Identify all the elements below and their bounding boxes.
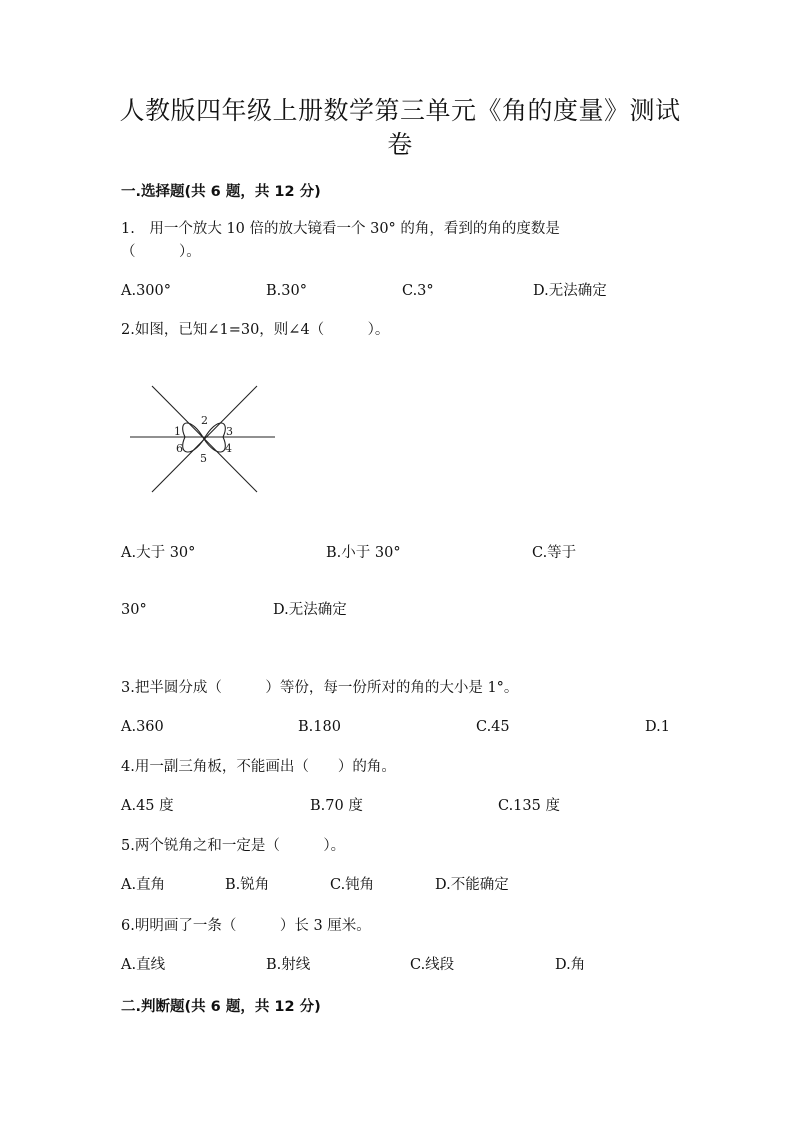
question-5-option-c[interactable]: C.钝角 [330, 877, 375, 893]
question-2-option-d[interactable]: D.无法确定 [273, 602, 347, 618]
section-heading-true-false: 二.判断题(共 6 题，共 12 分) [121, 999, 321, 1015]
question-1-option-a[interactable]: A.300° [121, 283, 172, 299]
question-6-text: 6.明明画了一条（ ）长 3 厘米。 [121, 918, 371, 934]
question-1-text-continued: （ ）。 [121, 244, 201, 260]
page-title-continued: 卷 [387, 130, 413, 159]
angle-label-2: 2 [201, 414, 208, 427]
intersecting-lines-figure [125, 380, 280, 495]
angle-label-6: 6 [176, 442, 183, 455]
angle-label-3: 3 [226, 425, 233, 438]
question-1-text: 1. 用一个放大 10 倍的放大镜看一个 30° 的角，看到的角的度数是 [121, 221, 560, 237]
question-6-option-d[interactable]: D.角 [555, 957, 586, 973]
question-3-option-c[interactable]: C.45 [476, 719, 510, 735]
question-5-option-b[interactable]: B.锐角 [225, 877, 270, 893]
question-4-option-b[interactable]: B.70 度 [310, 798, 363, 814]
question-5-text: 5.两个锐角之和一定是（ ）。 [121, 838, 346, 854]
angle-label-1: 1 [174, 425, 181, 438]
question-2-option-b[interactable]: B.小于 30° [326, 545, 401, 561]
question-1-option-c[interactable]: C.3° [402, 283, 434, 299]
question-2-option-c-continued: 30° [121, 602, 147, 618]
question-3-option-d[interactable]: D.1 [645, 719, 670, 735]
question-2-option-a[interactable]: A.大于 30° [121, 545, 196, 561]
angle-label-5: 5 [200, 452, 207, 465]
question-4-option-a[interactable]: A.45 度 [121, 798, 174, 814]
question-1-option-d[interactable]: D.无法确定 [533, 283, 607, 299]
question-1-option-b[interactable]: B.30° [266, 283, 307, 299]
question-5-option-d[interactable]: D.不能确定 [435, 877, 509, 893]
question-3-option-b[interactable]: B.180 [298, 719, 341, 735]
question-3-text: 3.把半圆分成（ ）等份，每一份所对的角的大小是 1°。 [121, 680, 519, 696]
question-2-option-c[interactable]: C.等于 [532, 545, 577, 561]
question-6-option-a[interactable]: A.直线 [121, 957, 166, 973]
question-4-text: 4.用一副三角板，不能画出（ ）的角。 [121, 759, 396, 775]
question-2-text: 2.如图，已知∠1=30，则∠4（ ）。 [121, 322, 390, 338]
question-5-option-a[interactable]: A.直角 [121, 877, 166, 893]
question-4-option-c[interactable]: C.135 度 [498, 798, 560, 814]
question-6-option-c[interactable]: C.线段 [410, 957, 455, 973]
page-title: 人教版四年级上册数学第三单元《角的度量》测试 [119, 96, 681, 125]
question-3-option-a[interactable]: A.360 [121, 719, 164, 735]
section-heading-choice: 一.选择题(共 6 题，共 12 分) [121, 184, 321, 200]
angle-label-4: 4 [225, 442, 232, 455]
question-6-option-b[interactable]: B.射线 [266, 957, 311, 973]
